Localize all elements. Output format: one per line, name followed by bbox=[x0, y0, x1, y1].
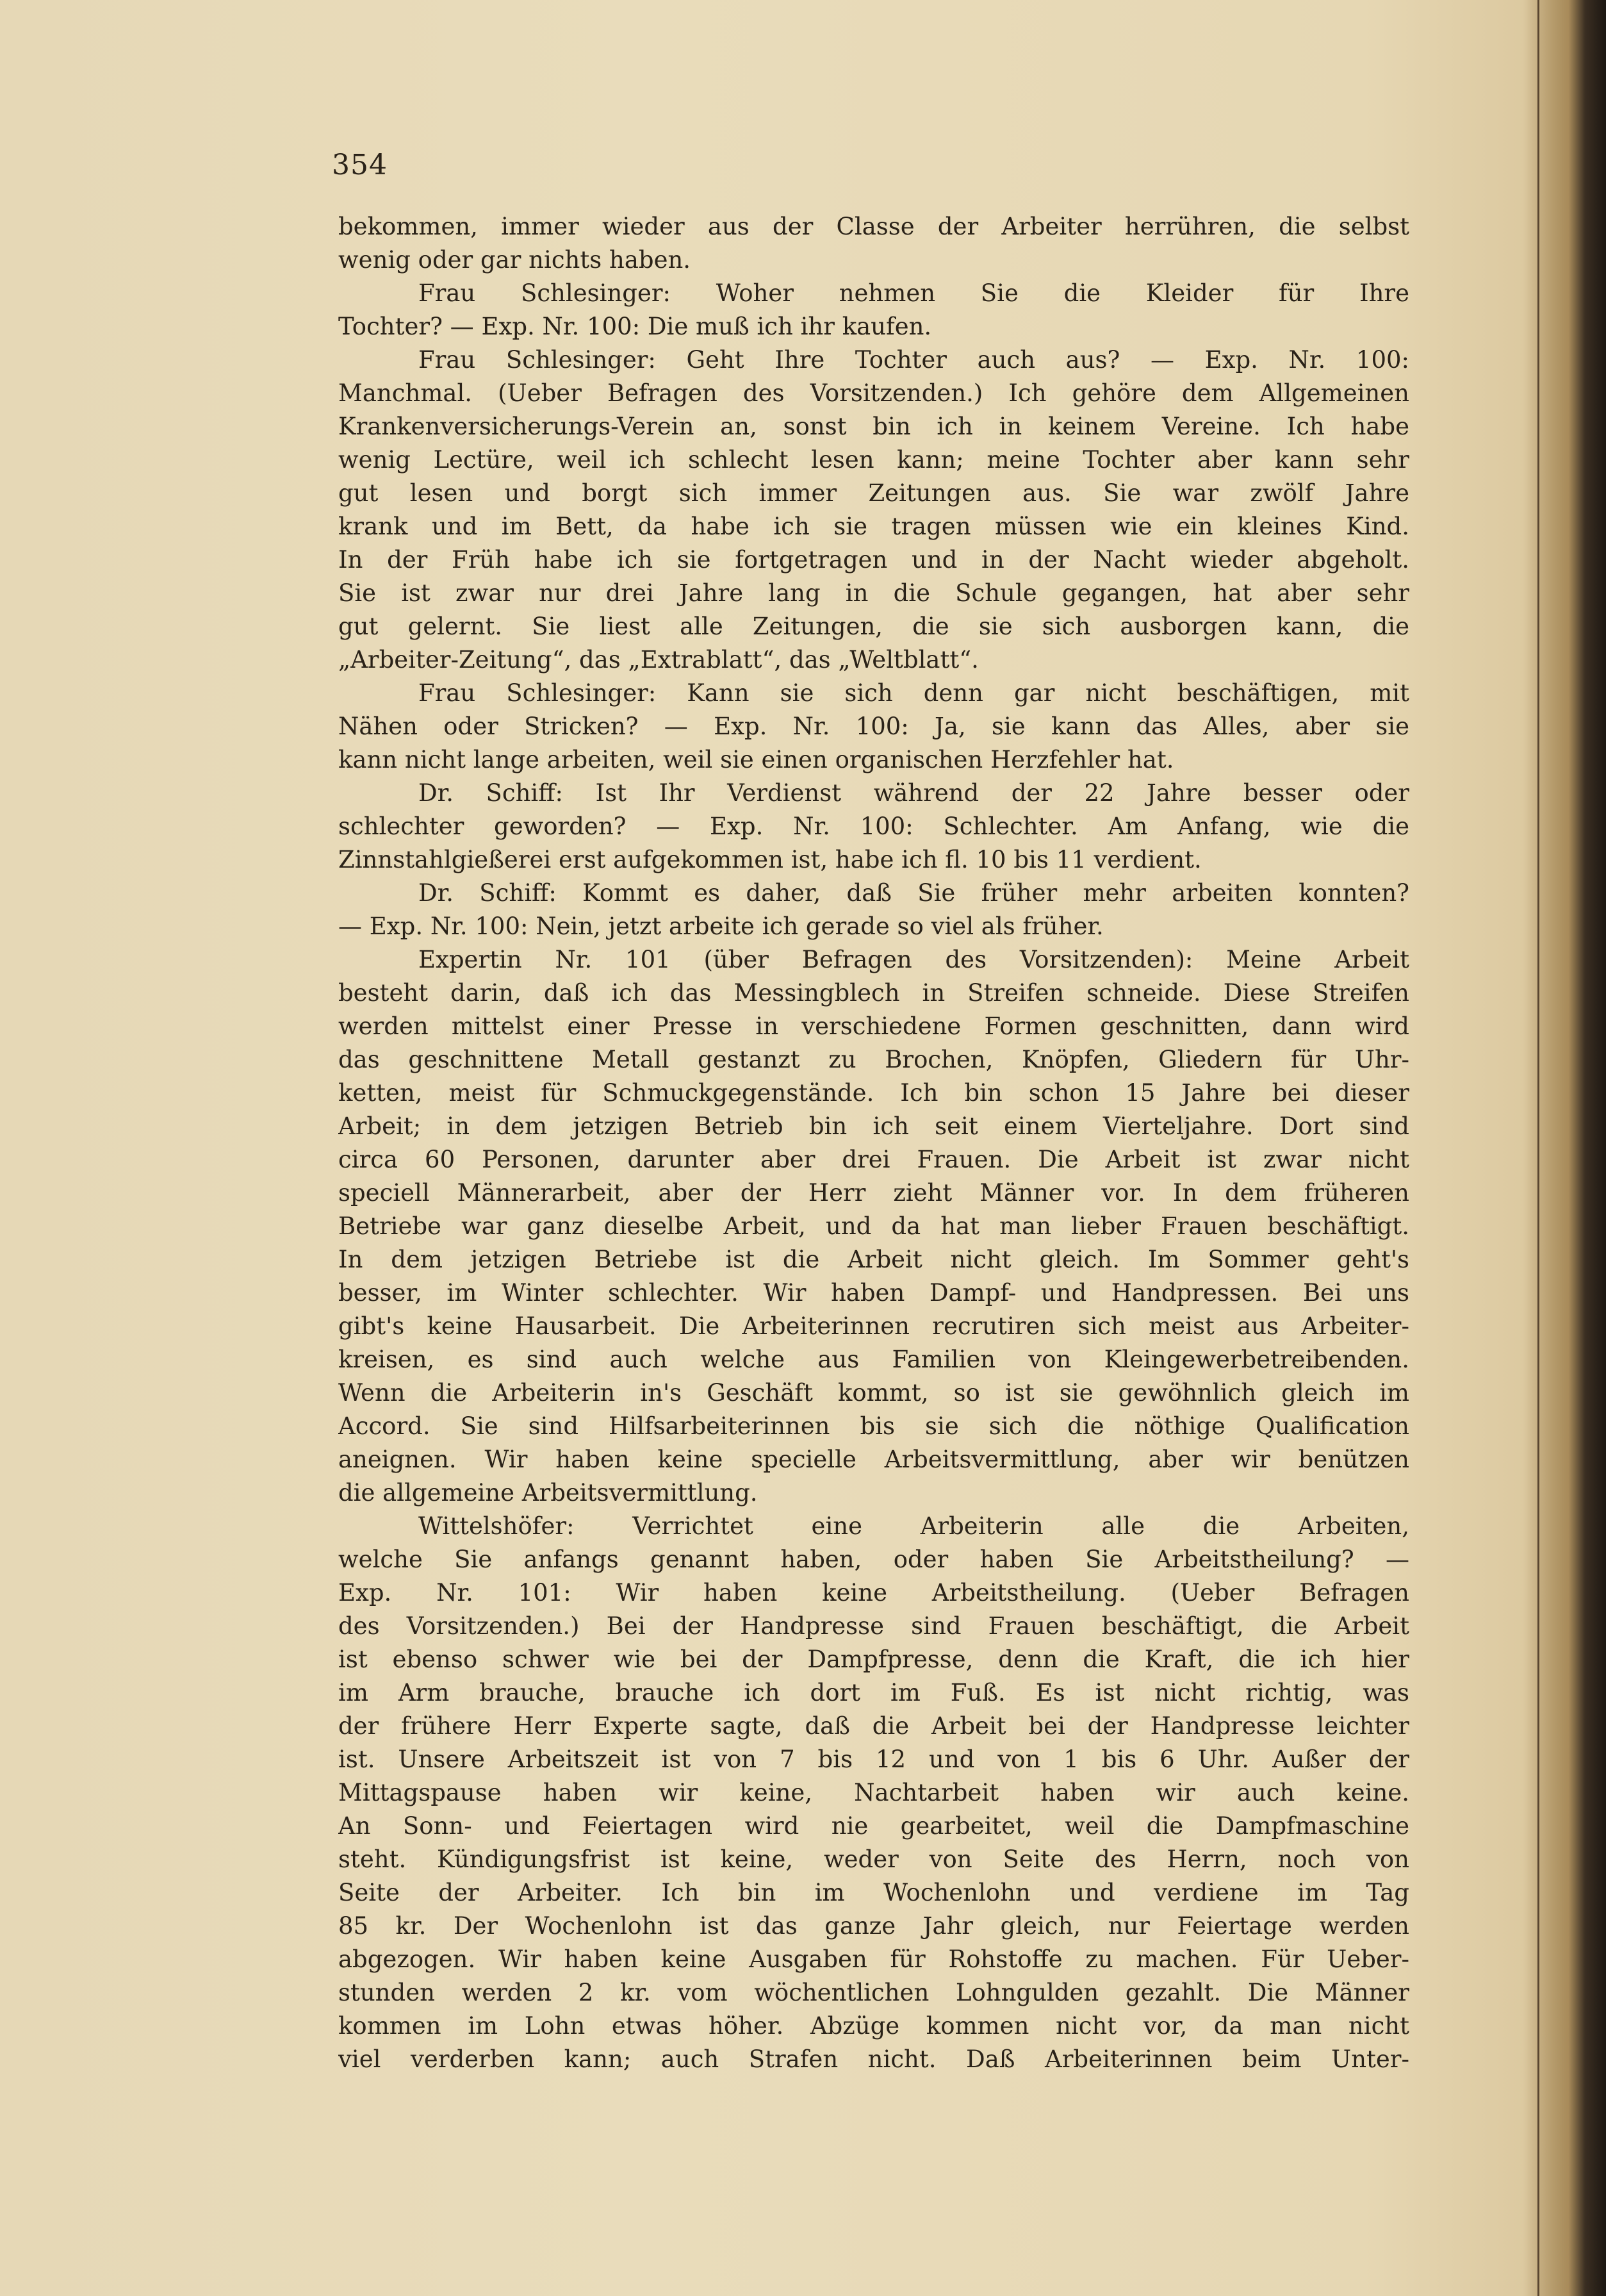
text-line: steht. Kündigungsfrist ist keine, weder von Seite des Herrn, noch von bbox=[338, 1846, 1409, 1873]
text-line: Krankenversicherungs-Verein an, sonst bin ich in keinem Vereine. Ich habe bbox=[338, 413, 1409, 440]
text-line: Mittagspause haben wir keine, Nachtarbeit haben wir auch keine. bbox=[338, 1779, 1409, 1806]
spine-edge bbox=[1537, 0, 1539, 2296]
text-line: Seite der Arbeiter. Ich bin im Wochenlohn und verdiene im Tag bbox=[338, 1879, 1409, 1906]
text-line: im Arm brauche, brauche ich dort im Fuß. Es ist nicht richtig, was bbox=[338, 1679, 1409, 1706]
page-number: 354 bbox=[332, 149, 388, 181]
text-line: der frühere Herr Experte sagte, daß die Arbeit bei der Handpresse leichter bbox=[338, 1712, 1409, 1740]
text-line: wenig Lectüre, weil ich schlecht lesen kann; meine Tochter aber kann sehr bbox=[338, 446, 1409, 474]
text-line: welche Sie anfangs genannt haben, oder haben Sie Arbeitstheilung? — bbox=[338, 1546, 1409, 1573]
text-line: Dr. Schiff: Kommt es daher, daß Sie früher mehr arbeiten konnten? bbox=[418, 879, 1409, 907]
text-line: abgezogen. Wir haben keine Ausgaben für Rohstoffe zu machen. Für Ueber- bbox=[338, 1945, 1409, 1973]
text-line: „Arbeiter-Zeitung“, das „Extrablatt“, das „Weltblatt“. bbox=[338, 646, 979, 673]
text-line: circa 60 Personen, darunter aber drei Frauen. Die Arbeit ist zwar nicht bbox=[338, 1146, 1409, 1173]
text-line: Frau Schlesinger: Kann sie sich denn gar nicht beschäftigen, mit bbox=[418, 679, 1409, 707]
text-line: aneignen. Wir haben keine specielle Arbeitsvermittlung, aber wir benützen bbox=[338, 1446, 1409, 1473]
text-line: wenig oder gar nichts haben. bbox=[338, 246, 691, 274]
text-line: besteht darin, daß ich das Messingblech in Streifen schneide. Diese Streifen bbox=[338, 979, 1409, 1007]
text-line: ist ebenso schwer wie bei der Dampfpresse, denn die Kraft, die ich hier bbox=[338, 1646, 1409, 1673]
text-line: ist. Unsere Arbeitszeit ist von 7 bis 12 und von 1 bis 6 Uhr. Außer der bbox=[338, 1746, 1409, 1773]
text-line: Exp. Nr. 101: Wir haben keine Arbeitstheilung. (Ueber Befragen bbox=[338, 1579, 1409, 1606]
text-line: Manchmal. (Ueber Befragen des Vorsitzenden.) Ich gehöre dem Allgemeinen bbox=[338, 379, 1409, 407]
text-line: schlechter geworden? — Exp. Nr. 100: Schlechter. Am Anfang, wie die bbox=[338, 813, 1409, 840]
text-line: Tochter? — Exp. Nr. 100: Die muß ich ihr kaufen. bbox=[338, 313, 932, 340]
text-line: Dr. Schiff: Ist Ihr Verdienst während der 22 Jahre besser oder bbox=[418, 779, 1409, 807]
text-line: Betriebe war ganz dieselbe Arbeit, und da hat man lieber Frauen beschäftigt. bbox=[338, 1212, 1409, 1240]
text-line: gut lesen und borgt sich immer Zeitungen aus. Sie war zwölf Jahre bbox=[338, 479, 1409, 507]
text-line: kann nicht lange arbeiten, weil sie einen organischen Herzfehler hat. bbox=[338, 746, 1174, 773]
text-line: An Sonn- und Feiertagen wird nie gearbeitet, weil die Dampfmaschine bbox=[338, 1812, 1409, 1840]
text-line: viel verderben kann; auch Strafen nicht. Daß Arbeiterinnen beim Unter- bbox=[338, 2045, 1409, 2073]
text-line: Expertin Nr. 101 (über Befragen des Vorsitzenden): Meine Arbeit bbox=[418, 946, 1409, 973]
text-line: Frau Schlesinger: Woher nehmen Sie die Kleider für Ihre bbox=[418, 279, 1409, 307]
text-line: ketten, meist für Schmuckgegenstände. Ich bin schon 15 Jahre bei dieser bbox=[338, 1079, 1409, 1107]
text-line: die allgemeine Arbeitsvermittlung. bbox=[338, 1479, 758, 1507]
text-line: besser, im Winter schlechter. Wir haben Dampf- und Handpressen. Bei uns bbox=[338, 1279, 1409, 1307]
text-line: speciell Männerarbeit, aber der Herr zieht Männer vor. In dem früheren bbox=[338, 1179, 1409, 1207]
text-line: 85 kr. Der Wochenlohn ist das ganze Jahr gleich, nur Feiertage werden bbox=[338, 1912, 1409, 1940]
text-line: gibt's keine Hausarbeit. Die Arbeiterinnen recrutiren sich meist aus Arbeiter- bbox=[338, 1312, 1409, 1340]
text-line: Frau Schlesinger: Geht Ihre Tochter auch aus? — Exp. Nr. 100: bbox=[418, 346, 1409, 374]
text-line: Wenn die Arbeiterin in's Geschäft kommt, so ist sie gewöhnlich gleich im bbox=[338, 1379, 1409, 1407]
text-line: In der Früh habe ich sie fortgetragen und in der Nacht wieder abgeholt. bbox=[338, 546, 1409, 574]
text-line: Accord. Sie sind Hilfsarbeiterinnen bis sie sich die nöthige Qualification bbox=[338, 1412, 1409, 1440]
text-line: stunden werden 2 kr. vom wöchentlichen Lohngulden gezahlt. Die Männer bbox=[338, 1979, 1409, 2006]
text-line: — Exp. Nr. 100: Nein, jetzt arbeite ich gerade so viel als früher. bbox=[338, 913, 1104, 940]
text-line: das geschnittene Metall gestanzt zu Brochen, Knöpfen, Gliedern für Uhr- bbox=[338, 1046, 1409, 1073]
text-line: werden mittelst einer Presse in verschiedene Formen geschnitten, dann wird bbox=[338, 1012, 1409, 1040]
text-line: Nähen oder Stricken? — Exp. Nr. 100: Ja, sie kann das Alles, aber sie bbox=[338, 713, 1409, 740]
text-line: des Vorsitzenden.) Bei der Handpresse sind Frauen beschäftigt, die Arbeit bbox=[338, 1612, 1409, 1640]
text-line: kreisen, es sind auch welche aus Familien von Kleingewerbetreibenden. bbox=[338, 1346, 1409, 1373]
body-text bbox=[338, 210, 1409, 2076]
text-line: Sie ist zwar nur drei Jahre lang in die Schule gegangen, hat aber sehr bbox=[338, 579, 1409, 607]
text-line: gut gelernt. Sie liest alle Zeitungen, die sie sich ausborgen kann, die bbox=[338, 613, 1409, 640]
text-line: Wittelshöfer: Verrichtet eine Arbeiterin alle die Arbeiten, bbox=[418, 1512, 1409, 1540]
page-gutter-shadow bbox=[1523, 0, 1606, 2296]
text-line: krank und im Bett, da habe ich sie tragen müssen wie ein kleines Kind. bbox=[338, 513, 1409, 540]
text-line: Arbeit; in dem jetzigen Betrieb bin ich seit einem Vierteljahre. Dort sind bbox=[338, 1112, 1409, 1140]
text-line: In dem jetzigen Betriebe ist die Arbeit nicht gleich. Im Sommer geht's bbox=[338, 1246, 1409, 1273]
text-line: bekommen, immer wieder aus der Classe der Arbeiter herrühren, die selbst bbox=[338, 213, 1409, 240]
text-line: kommen im Lohn etwas höher. Abzüge kommen nicht vor, da man nicht bbox=[338, 2012, 1409, 2040]
text-line: Zinnstahlgießerei erst aufgekommen ist, habe ich fl. 10 bis 11 verdient. bbox=[338, 846, 1202, 873]
